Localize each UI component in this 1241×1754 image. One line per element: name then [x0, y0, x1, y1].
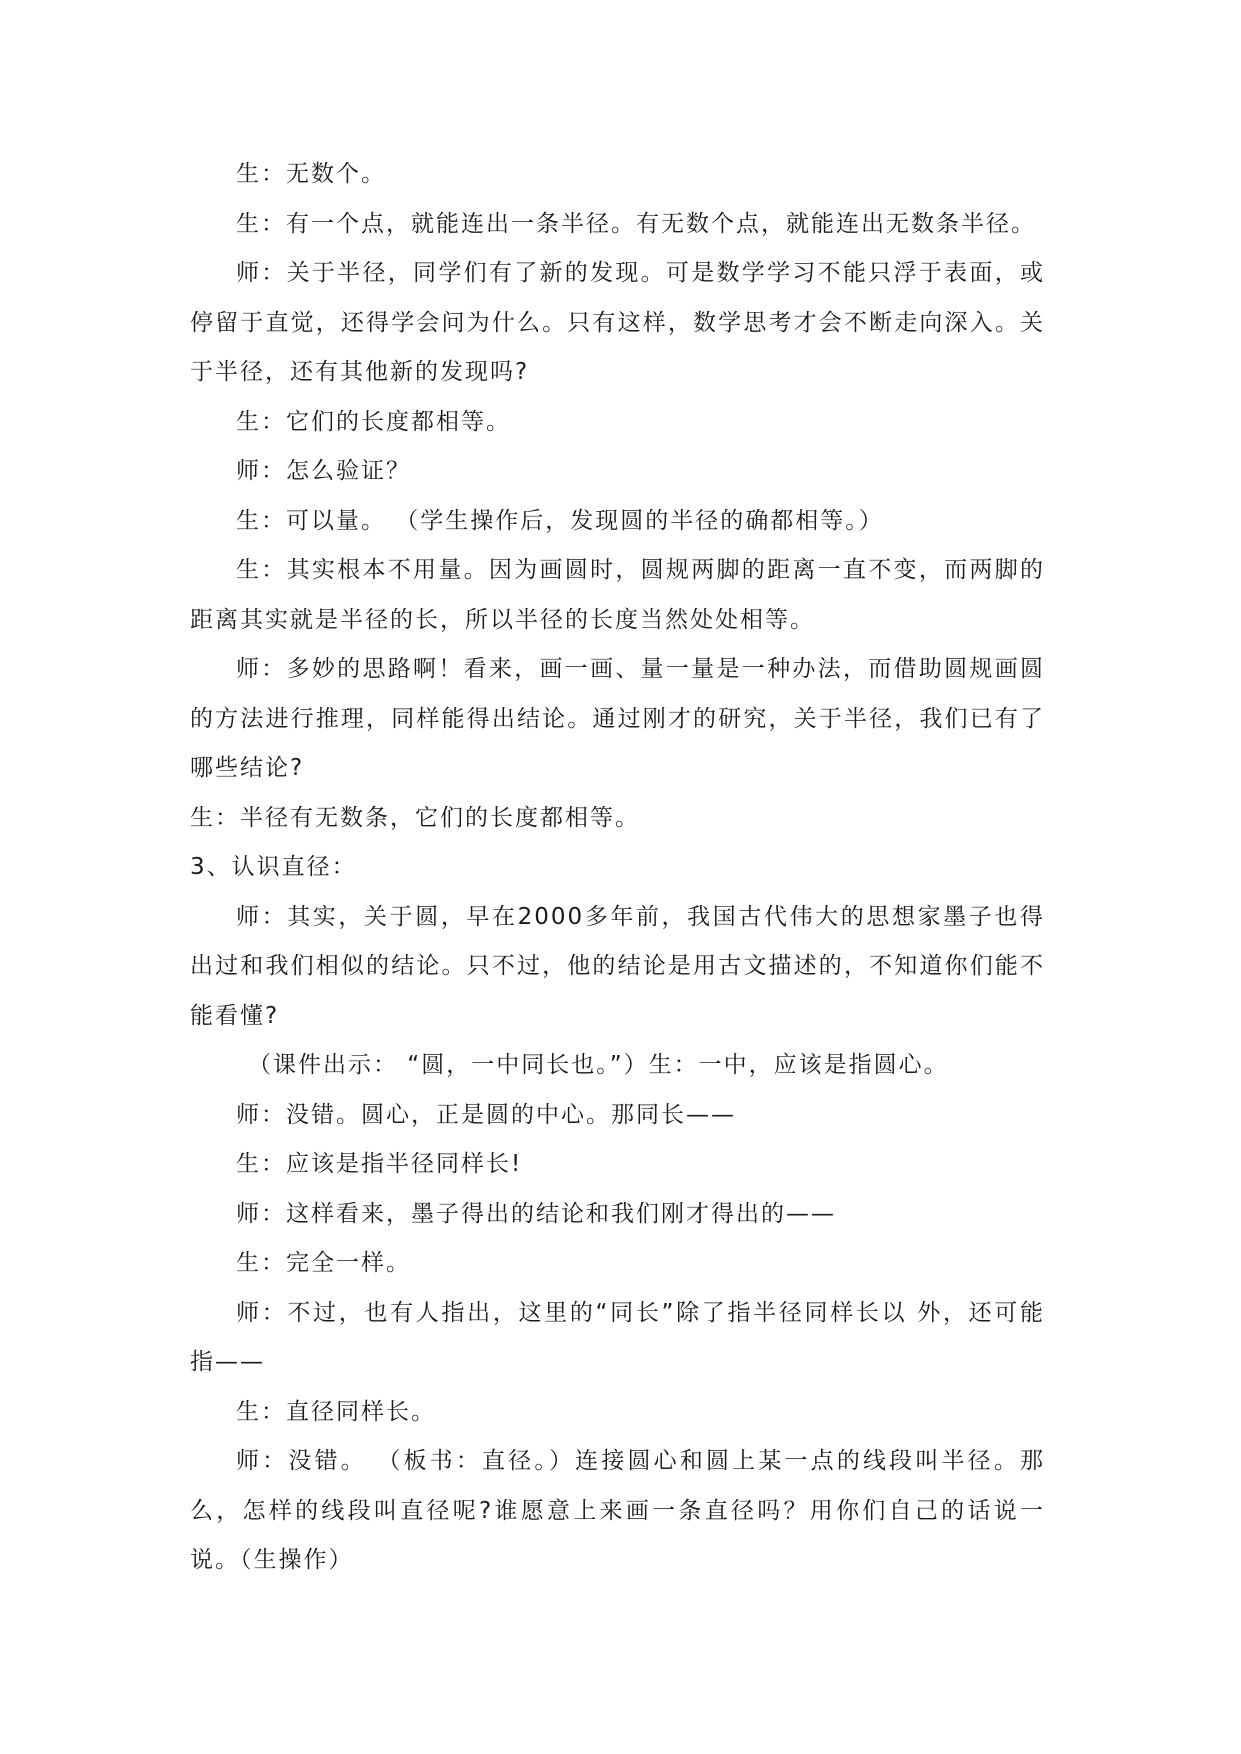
- paragraph: 生：无数个。: [236, 161, 386, 187]
- paragraph: 生：半径有无数条，它们的长度都相等。: [190, 804, 640, 831]
- paragraph: 师：其实，关于圆，早在2000多年前，我国古代伟大的思想家墨子也得出过和我们相似的结论。只不过，他的结论是用古文描述的，不知道你们能不能看懂?: [190, 903, 1045, 1029]
- document-body: [190, 150, 1045, 1586]
- paragraph: 生：其实根本不用量。因为画圆时，圆规两脚的距离一直不变，而两脚的距离其实就是半径的长，所以半径的长度当然处处相等。: [190, 557, 1045, 633]
- paragraph: 师：多妙的思路啊！看来，画一画、量一量是一种办法，而借助圆规画圆的方法进行推理，同样能得出结论。通过刚才的研究，关于半径，我们已有了哪些结论?: [190, 656, 1045, 781]
- section-heading: 3、认识直径：: [190, 854, 357, 880]
- paragraph: 师：怎么验证？: [236, 458, 411, 484]
- paragraph: 师：没错。圆心，正是圆的中心。那同长——: [236, 1101, 736, 1128]
- paragraph: 师：这样看来，墨子得出的结论和我们刚才得出的——: [236, 1200, 836, 1227]
- paragraph: 生：有一个点，就能连出一条半径。有无数个点，就能连出无数条半径。: [236, 210, 1036, 237]
- paragraph: 师：关于半径，同学们有了新的发现。可是数学学习不能只浮于表面，或停留于直觉，还得学会问为什么。只有这样，数学思考才会不断走向深入。关于半径，还有其他新的发现吗?: [190, 260, 1045, 385]
- paragraph: 生：可以量。 （学生操作后，发现圆的半径的确都相等。）: [236, 507, 884, 534]
- paragraph: 生：直径同样长。: [236, 1398, 436, 1425]
- paragraph: 师：不过，也有人指出，这里的“同长”除了指半径同样长以 外，还可能指——: [190, 1299, 1045, 1375]
- paragraph: 生：应该是指半径同样长!: [236, 1151, 523, 1177]
- paragraph: （课件出示： “圆，一中同长也。”）生：一中，应该是指圆心。: [248, 1052, 949, 1078]
- paragraph: 生：完全一样。: [236, 1250, 411, 1276]
- paragraph: 生：它们的长度都相等。: [236, 408, 511, 435]
- paragraph: 师：没错。 （板书：直径。）连接圆心和圆上某一点的线段叫半径。那么，怎样的线段叫直径呢?谁愿意上来画一条直径吗？用你们自己的话说一说。（生操作）: [190, 1448, 1045, 1573]
